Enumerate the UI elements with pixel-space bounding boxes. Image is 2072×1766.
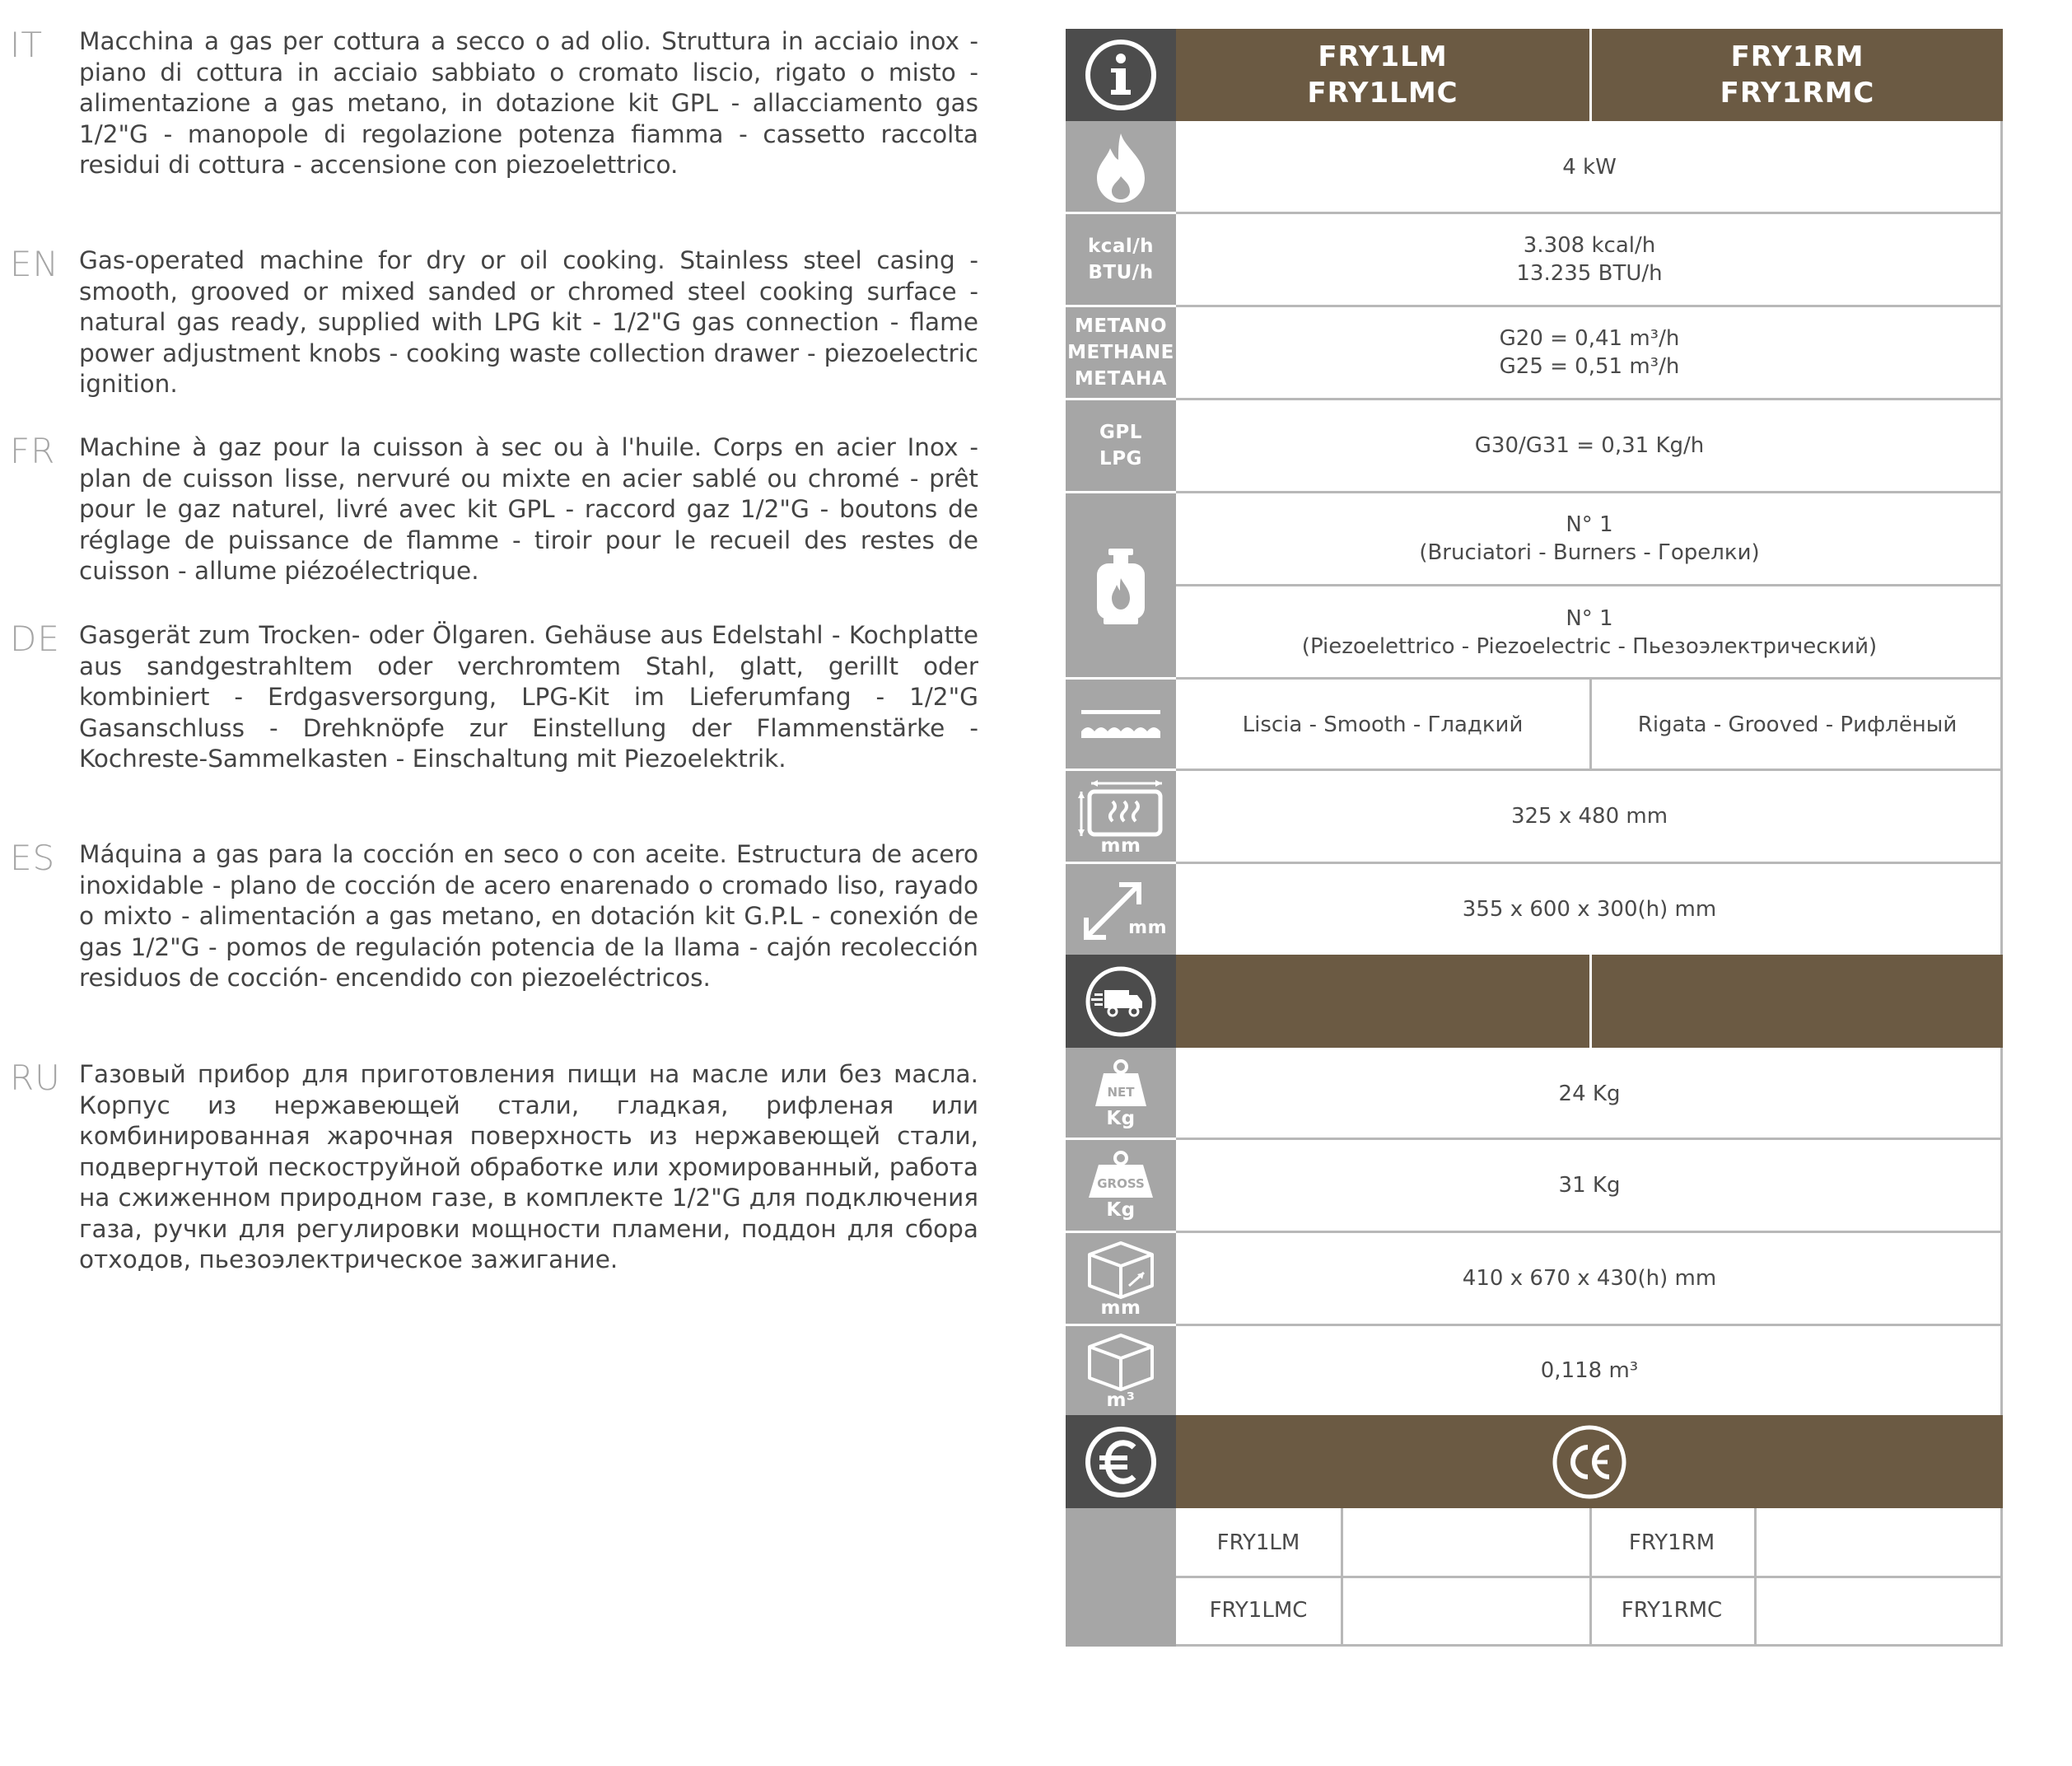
volume-icon: [1086, 1332, 1155, 1391]
net-weight-badge: NET: [1107, 1084, 1135, 1100]
divider: [1176, 1576, 2000, 1578]
heat-label-cell: [1066, 214, 1176, 305]
divider: [1066, 305, 1176, 307]
price-code-cell: FRY1LMC: [1209, 1598, 1308, 1623]
methane-value: [1176, 307, 2003, 398]
surface-row: [1066, 680, 2003, 770]
divider: [1066, 862, 1176, 864]
price-codes-row: [1066, 1508, 2003, 1647]
lang-text: Gasgerät zum Trocken- oder Ölgaren. Gehäuse aus Edelstahl - Kochplatte aus sandgestrahltem oder verchromtem Stahl, glatt, gerillt oder kombiniert - Erdgasversorgung, LPG-Kit im Lieferumfang - 1/2"G Gasanschluss - Drehknöpfe zur Einstellung der Flammenstärke - Kochreste-Sammelkasten - Einschaltung mit Piezoelektrik.: [79, 621, 978, 773]
burners-count: N° 1: [1566, 512, 1613, 537]
divider: [1066, 1231, 1176, 1233]
ce-mark-cell: [1176, 1415, 2003, 1508]
price-codes-grid: [1176, 1508, 2003, 1647]
lpg-value: G30/G31 = 0,31 Kg/h: [1474, 433, 1705, 458]
surface-smooth: [1176, 680, 1589, 770]
ignition-count: N° 1: [1566, 606, 1613, 631]
volume-unit: m³: [1106, 1390, 1136, 1411]
volume-row: [1066, 1326, 2003, 1415]
lang-code: RU: [10, 1058, 61, 1098]
surface-icon-cell: [1066, 680, 1176, 770]
divider: [1066, 491, 1176, 493]
net-weight-value: 24 Kg: [1558, 1081, 1621, 1106]
dimensions-icon-cell: [1066, 864, 1176, 955]
lang-code: FR: [10, 431, 56, 471]
net-weight-icon-cell: [1066, 1048, 1176, 1139]
info-icon: [1083, 37, 1159, 113]
methane-g20: G20 = 0,41 m³/h: [1499, 326, 1680, 351]
model-left-header: [1176, 29, 1589, 121]
lpg-label: LPG: [1099, 448, 1142, 470]
methane-label: МЕТАНA: [1074, 368, 1168, 390]
power-icon-cell: [1066, 121, 1176, 213]
lang-code: EN: [10, 244, 59, 284]
ignition-label: (Piezoelettrico - Piezoelectric - Пьезоэлектрический): [1301, 634, 1878, 659]
lpg-label: GPL: [1099, 422, 1142, 443]
methane-label: METANO: [1074, 315, 1168, 337]
net-weight-row: [1066, 1048, 2003, 1139]
euro-icon-cell: [1066, 1415, 1176, 1508]
lang-text: Macchina a gas per cottura a secco o ad olio. Struttura in acciaio inox - piano di cottura in acciaio sabbiato o cromato liscio, rigato o misto - alimentazione a gas metano, in dotazione kit GPL - allacciamento gas 1/2"G - manopole di regolazione potenza fiamma - cassetto raccolta residui di cottura - accensione con piezoelettrico.: [79, 27, 978, 179]
surface-smooth-label: Liscia - Smooth - Гладкий: [1242, 712, 1524, 737]
table-right-border: [2000, 121, 2003, 955]
methane-label-cell: [1066, 307, 1176, 398]
burners-value: [1176, 493, 2003, 584]
package-value: 410 x 670 x 430(h) mm: [1462, 1266, 1717, 1291]
models-header-row: [1066, 29, 2003, 121]
gas-cylinder-icon: [1092, 547, 1150, 626]
dimensions-row: [1066, 864, 2003, 955]
price-code-cell: FRY1RM: [1628, 1530, 1715, 1555]
surface-grooved-label: Rigata - Grooved - Рифлёный: [1637, 712, 1958, 737]
power-value: 4 kW: [1562, 155, 1617, 180]
cooking-area-icon-cell: [1066, 771, 1176, 862]
lang-text: Gas-operated machine for dry or oil cooking. Stainless steel casing - smooth, grooved or mixed sanded or chromed steel cooking surface - natural gas ready, supplied with LPG kit - 1/2"G gas connection - flame power adjustment knobs - cooking waste collection drawer - piezoelectric ignition.: [79, 246, 978, 398]
delivery-row: [1066, 955, 2003, 1048]
divider: [1066, 677, 1176, 680]
price-code-cell: FRY1RMC: [1621, 1598, 1723, 1623]
cooking-area-value: 325 x 480 mm: [1510, 804, 1668, 829]
model-code: FRY1RMC: [1720, 77, 1875, 110]
divider: [1066, 398, 1176, 400]
divider: [1176, 584, 2003, 586]
gas-cylinder-cell: [1066, 493, 1176, 679]
burners-label: (Bruciatori - Burners - Горелки): [1419, 540, 1760, 565]
gross-weight-badge: GROSS: [1097, 1176, 1145, 1191]
lang-text: Machine à gaz pour la cuisson à sec ou à l'huile. Corps en acier Inox - plan de cuisson lisse, nervuré ou mixte en acier sablé ou chromé - prêt pour le gaz naturel, livré avec kit GPL - raccord gaz 1/2"G - boutons de réglage de puissance de flamme - tiroir pour le recueil des restes de cuisson - allume piézoélectrique.: [79, 433, 978, 585]
price-header-row: [1066, 1415, 2003, 1508]
cooking-area-icon: [1076, 778, 1165, 838]
gross-weight-icon: [1085, 1150, 1156, 1199]
dimensions-unit: mm: [1128, 918, 1167, 938]
heat-label: BTU/h: [1088, 262, 1154, 283]
model-right-header: [1592, 29, 2003, 121]
package-unit: mm: [1100, 1297, 1141, 1319]
lang-text: Газовый прибор для приготовления пищи на масле или без масла. Корпус из нержавеющей стали, гладкая, рифленая или комбинированная жарочная поверхность из нержавеющей стали, подвергнутой пескоструйной обработке или хромированный, работа на сжиженном природном газе, в комплекте 1/2"G для подключения газа, ручки для регулировки мощности пламени, поддон для сбора отходов, пьезоэлектрическое зажигание.: [79, 1060, 978, 1273]
heat-btu: 13.235 BTU/h: [1516, 261, 1663, 286]
lang-code: IT: [10, 25, 44, 65]
model-code: FRY1LMC: [1307, 77, 1458, 110]
heat-row: [1066, 214, 2003, 305]
package-row: [1066, 1233, 2003, 1324]
model-code: FRY1LM: [1318, 40, 1448, 73]
table-right-border: [2000, 1048, 2003, 1415]
divider: [1589, 955, 1592, 1048]
dimensions-value: 355 x 600 x 300(h) mm: [1462, 897, 1717, 922]
gross-weight-unit: Kg: [1106, 1199, 1136, 1221]
net-weight-unit: Kg: [1106, 1107, 1136, 1129]
volume-value: 0,118 m³: [1540, 1358, 1639, 1383]
cooking-area-row: [1066, 771, 2003, 862]
methane-g25: G25 = 0,51 m³/h: [1499, 354, 1680, 379]
package-icon-cell: [1066, 1233, 1176, 1324]
gross-weight-icon-cell: [1066, 1140, 1176, 1231]
lang-text: Máquina a gas para la cocción en seco o con aceite. Estructura de acero inoxidable - plano de cocción de acero enarenado o cromado liso, rayado o mixto - alimentación a gas metano, en dotación kit G.P.L - conexión de gas 1/2"G - pomos de regulación potencia de la llama - cajón recolección residuos de cocción- encendido con piezoeléctricos.: [79, 840, 978, 992]
model-code: FRY1RM: [1730, 40, 1864, 73]
divider: [1066, 1324, 1176, 1326]
volume-icon-cell: [1066, 1326, 1176, 1415]
gross-weight-value: 31 Kg: [1558, 1173, 1621, 1198]
heat-label: kcal/h: [1087, 236, 1155, 257]
lang-code: ES: [10, 838, 56, 878]
power-row: [1066, 121, 2003, 213]
euro-icon: [1083, 1424, 1159, 1500]
gross-weight-row: [1066, 1140, 2003, 1231]
cooking-surface-icon: [1080, 707, 1162, 743]
delivery-truck-icon: [1083, 964, 1159, 1040]
heat-kcal: 3.308 kcal/h: [1523, 233, 1656, 258]
dimensions-icon-wrap: [1080, 876, 1167, 942]
divider: [1066, 1138, 1176, 1140]
lpg-label-cell: [1066, 400, 1176, 491]
delivery-icon-cell: [1066, 955, 1176, 1048]
package-icon: [1086, 1240, 1155, 1299]
lang-code: DE: [10, 619, 60, 659]
ignition-value: [1176, 586, 2003, 679]
methane-row: [1066, 307, 2003, 398]
net-weight-icon: [1092, 1058, 1150, 1108]
info-cell: [1066, 29, 1176, 121]
divider: [1066, 212, 1176, 214]
price-codes-side: [1066, 1508, 1176, 1647]
ce-mark-icon: [1552, 1424, 1627, 1500]
divider: [1066, 769, 1176, 771]
surface-grooved: [1592, 680, 2003, 770]
price-code-cell: FRY1LM: [1216, 1530, 1300, 1555]
flame-icon: [1092, 130, 1150, 204]
methane-label: METHANE: [1067, 342, 1174, 363]
lpg-row: [1066, 400, 2003, 491]
heat-value: [1176, 214, 2003, 305]
cooking-area-unit: mm: [1100, 835, 1141, 857]
